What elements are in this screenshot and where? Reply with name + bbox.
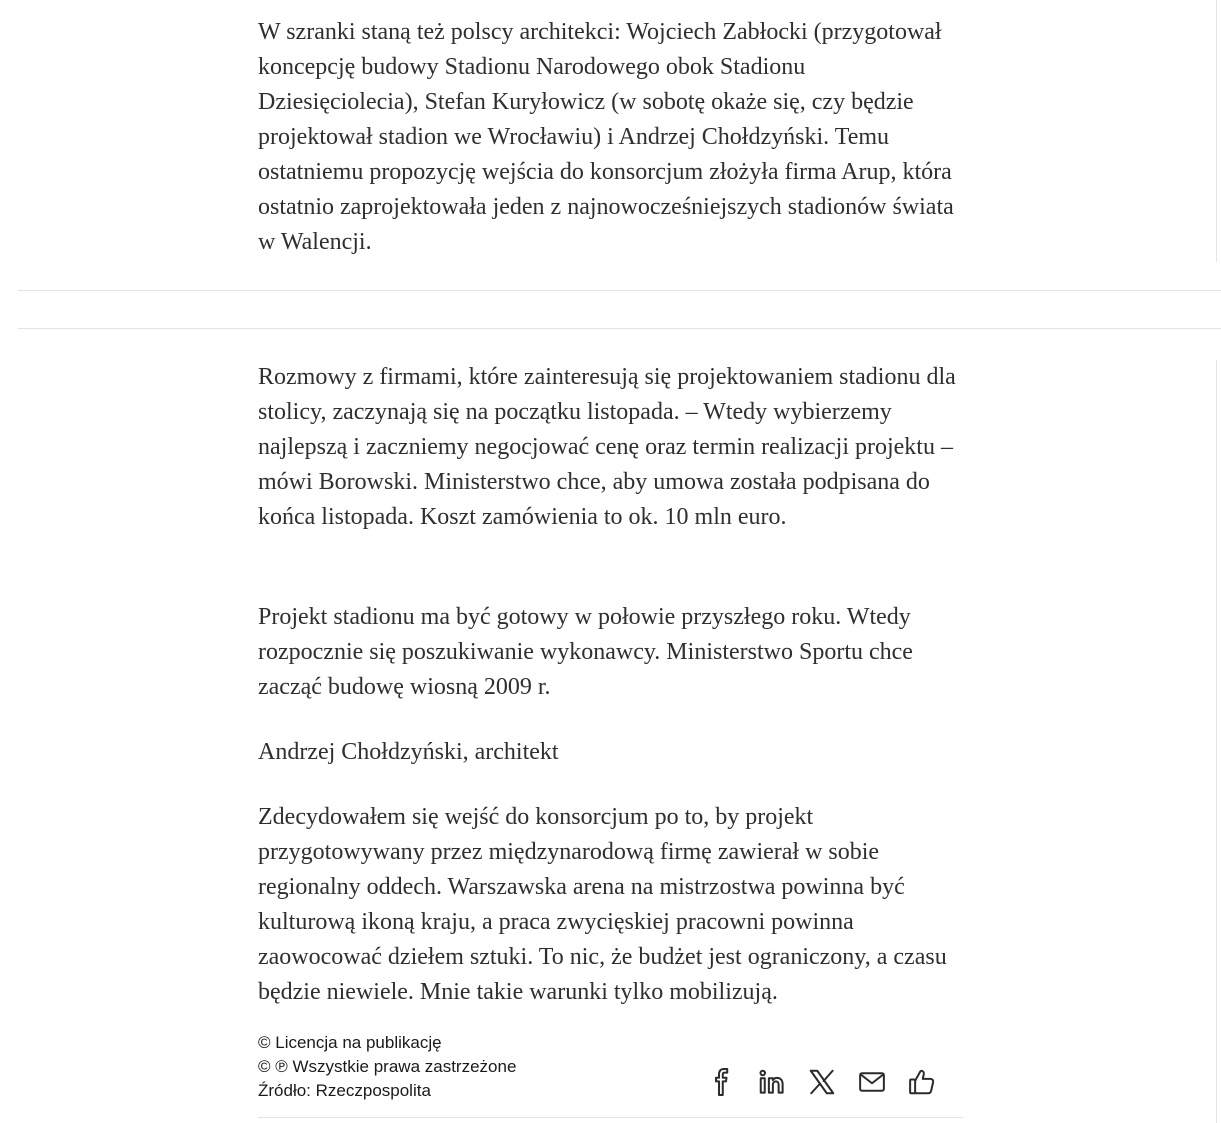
thumbs-up-icon[interactable] bbox=[906, 1066, 938, 1098]
article-paragraph: Rozmowy z firmami, które zainteresują się projektowaniem stadionu dla stolicy, zaczynają się na początku listopada. – Wtedy wybierzemy najlepszą i zaczniemy negocjować cenę oraz termin realizacji projektu – mówi Borowski. Ministerstwo chce, aby umowa została podpisana do końca listopada. Koszt zamówienia to ok. 10 mln euro. bbox=[258, 364, 956, 530]
rights-notice: © ℗ Wszystkie prawa zastrzeżone bbox=[258, 1057, 517, 1076]
article-subheading: Andrzej Chołdzyński, architekt bbox=[258, 739, 559, 765]
right-border bbox=[1216, 360, 1217, 1123]
article-paragraph: Zdecydowałem się wejść do konsorcjum po to, by projekt przygotowywany przez międzynarodową firmę zawierał w sobie regionalny oddech. Warszawska arena na mistrzostwa powinna być kulturową ikoną kraju, a praca zwycięskiej pracowni powinna zaowocować dziełem sztuki. To nic, że budżet jest ograniczony, a czasu będzie niewiele. Mnie takie warunki tylko mobilizują. bbox=[258, 804, 947, 1005]
divider bbox=[258, 1117, 963, 1118]
divider bbox=[18, 290, 1221, 291]
x-icon[interactable] bbox=[806, 1066, 838, 1098]
license-link[interactable]: © Licencja na publikację bbox=[258, 1033, 442, 1052]
mail-icon[interactable] bbox=[856, 1066, 888, 1098]
share-bar bbox=[706, 1066, 938, 1098]
facebook-icon[interactable] bbox=[706, 1066, 738, 1098]
right-border bbox=[1216, 0, 1217, 262]
divider bbox=[18, 328, 1221, 329]
source-label: Źródło: Rzeczpospolita bbox=[258, 1081, 431, 1100]
article-paragraph: Projekt stadionu ma być gotowy w połowie przyszłego roku. Wtedy rozpocznie się poszukiwanie wykonawcy. Ministerstwo Sportu chce zacząć budowę wiosną 2009 r. bbox=[258, 604, 913, 700]
article-meta bbox=[258, 1031, 516, 1103]
article-paragraph: W szranki staną też polscy architekci: Wojciech Zabłocki (przygotował koncepcję budowy Stadionu Narodowego obok Stadionu Dziesięciolecia), Stefan Kuryłowicz (w sobotę okaże się, czy będzie projektował stadion we Wrocławiu) i Andrzej Chołdzyński. Temu ostatniemu propozycję wejścia do konsorcjum złożyła firma Arup, która ostatnio zaprojektowała jeden z najnowocześniejszych stadionów świata w Walencji. bbox=[258, 19, 954, 255]
linkedin-icon[interactable] bbox=[756, 1066, 788, 1098]
